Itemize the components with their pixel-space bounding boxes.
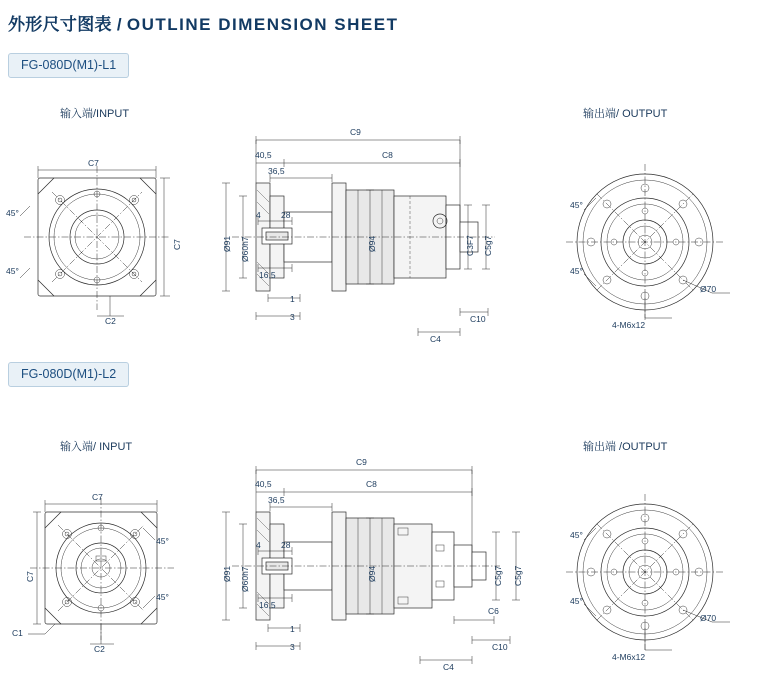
dim-l1-1: 1 bbox=[290, 294, 295, 304]
dim-l2-c4: C4 bbox=[443, 662, 454, 672]
dim-l2-36-5: 36,5 bbox=[268, 495, 285, 505]
dim-l2-c6: C6 bbox=[488, 606, 499, 616]
dim-l2-3: 3 bbox=[290, 642, 295, 652]
dim-l2-40-5: 40,5 bbox=[255, 479, 272, 489]
model-badge-l2[interactable]: FG-080D(M1)-L2 bbox=[8, 362, 129, 387]
dim-l2-d94: Ø94 bbox=[367, 565, 377, 582]
dim-l1-4: 4 bbox=[256, 210, 261, 220]
dim-l1-c2: C2 bbox=[105, 316, 116, 326]
dim-l2-d60h7: Ø60h7 bbox=[240, 566, 250, 592]
dim-l1-c7-top: C7 bbox=[88, 158, 99, 168]
dim-l2-1: 1 bbox=[290, 624, 295, 634]
dim-l1-3: 3 bbox=[290, 312, 295, 322]
dim-l1-c3f7: C3F7 bbox=[465, 235, 475, 256]
dim-l1-out-angle-2: 45° bbox=[570, 266, 583, 276]
dim-l2-out-angle-2: 45° bbox=[570, 596, 583, 606]
dim-l2-c7-left: C7 bbox=[25, 571, 35, 582]
dim-l1-c7-right: C7 bbox=[172, 239, 182, 250]
dim-l2-16-5: 16,5 bbox=[259, 600, 276, 610]
dim-l2-c7-top: C7 bbox=[92, 492, 103, 502]
dim-l2-c8: C8 bbox=[366, 479, 377, 489]
dim-l1-d94: Ø94 bbox=[367, 235, 377, 252]
dim-l2-d91: Ø91 bbox=[222, 565, 232, 582]
dim-l1-d60h7: Ø60h7 bbox=[240, 236, 250, 262]
input-label-l2: 输入端/ INPUT bbox=[60, 441, 133, 453]
output-label-l1: 输出端/ OUTPUT bbox=[583, 108, 668, 120]
l2-input-flange bbox=[28, 498, 174, 644]
output-label-l2: 输出端 /OUTPUT bbox=[583, 441, 668, 453]
dim-l1-36-5: 36,5 bbox=[268, 166, 285, 176]
dim-l1-c9: C9 bbox=[350, 127, 361, 137]
dim-l2-out-angle-1: 45° bbox=[570, 530, 583, 540]
dim-l2-d70: Ø70 bbox=[700, 613, 717, 623]
dim-l1-c10: C10 bbox=[470, 314, 486, 324]
dim-l1-bolt: 4-M6x12 bbox=[612, 320, 646, 330]
dim-l1-28: 28 bbox=[281, 210, 291, 220]
dim-l2-c5g7-b: C5g7 bbox=[513, 565, 523, 586]
dim-l2-angle-2: 45° bbox=[156, 592, 169, 602]
l2-output-flange bbox=[566, 494, 730, 650]
model-badge-l1[interactable]: FG-080D(M1)-L1 bbox=[8, 53, 129, 78]
dim-l1-16-5: 16,5 bbox=[259, 270, 276, 280]
dim-l1-d70: Ø70 bbox=[700, 284, 717, 294]
dim-l2-c1: C1 bbox=[12, 628, 23, 638]
dim-l1-angle-2: 45° bbox=[6, 266, 19, 276]
dim-l1-out-angle-1: 45° bbox=[570, 200, 583, 210]
dim-l2-c10: C10 bbox=[492, 642, 508, 652]
dim-l1-c5g7: C5g7 bbox=[483, 235, 493, 256]
dim-l1-c4: C4 bbox=[430, 334, 441, 344]
page-title-en: OUTLINE DIMENSION SHEET bbox=[126, 15, 399, 34]
dim-l1-c8: C8 bbox=[382, 150, 393, 160]
dim-l1-d91: Ø91 bbox=[222, 235, 232, 252]
dim-l1-40-5: 40,5 bbox=[255, 150, 272, 160]
dim-l2-4: 4 bbox=[256, 540, 261, 550]
dim-l2-c2: C2 bbox=[94, 644, 105, 654]
dim-l1-angle-1: 45° bbox=[6, 208, 19, 218]
page-title-cn: 外形尺寸图表 / bbox=[8, 15, 122, 34]
dim-l2-bolt: 4-M6x12 bbox=[612, 652, 646, 662]
dim-l2-28: 28 bbox=[281, 540, 291, 550]
input-label-l1: 输入端/INPUT bbox=[60, 108, 130, 120]
dim-l2-angle-1: 45° bbox=[156, 536, 169, 546]
dim-l2-c9: C9 bbox=[356, 457, 367, 467]
dim-l2-c5g7-a: C5g7 bbox=[493, 565, 503, 586]
